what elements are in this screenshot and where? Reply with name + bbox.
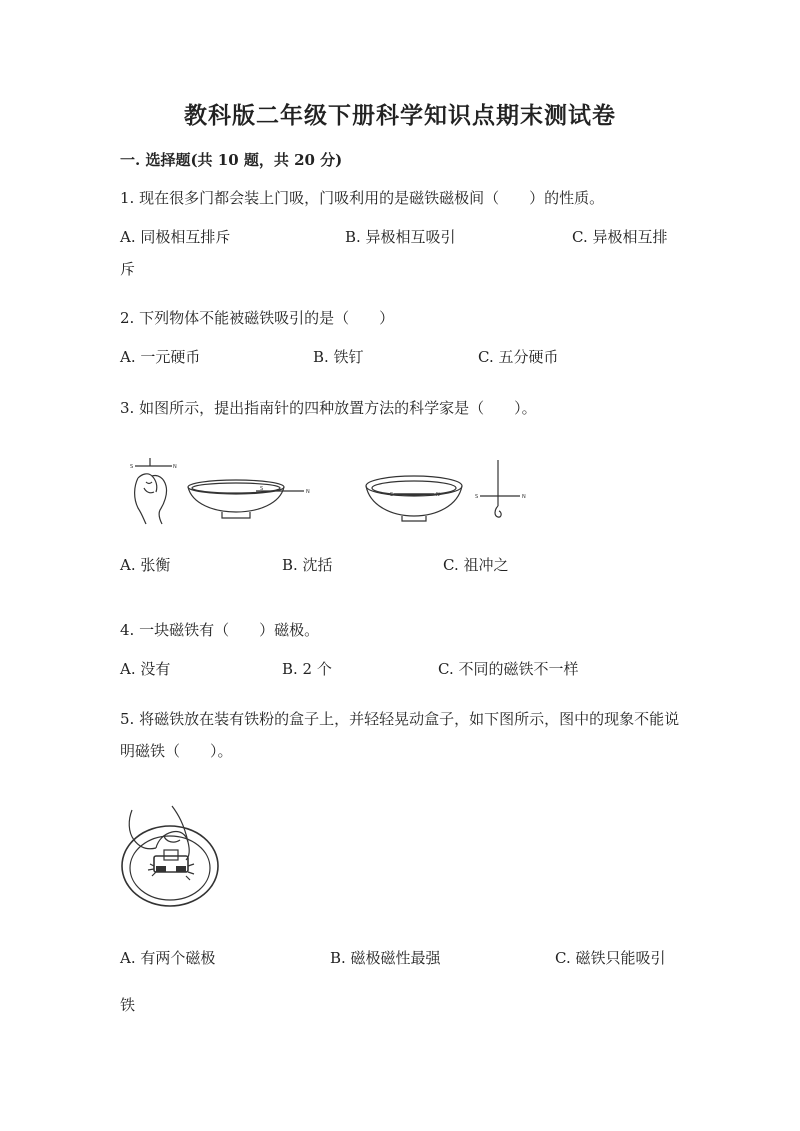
question-5-option-c[interactable]: C. 磁铁只能吸引 bbox=[555, 949, 666, 967]
question-3-option-b[interactable]: B. 沈括 bbox=[282, 556, 333, 574]
question-5-option-a[interactable]: A. 有两个磁极 bbox=[120, 949, 216, 967]
question-4-option-b[interactable]: B. 2 个 bbox=[282, 660, 332, 678]
question-2-option-c[interactable]: C. 五分硬币 bbox=[478, 348, 559, 366]
north-label: N bbox=[436, 492, 440, 498]
question-4-stem: 4. 一块磁铁有（ ）磁极。 bbox=[120, 621, 320, 639]
question-4-option-a[interactable]: A. 没有 bbox=[120, 660, 171, 678]
question-5-option-c-wrap: 铁 bbox=[120, 996, 136, 1014]
south-label: S bbox=[260, 486, 264, 492]
question-1-option-a[interactable]: A. 同极相互排斥 bbox=[120, 228, 231, 246]
south-label: S bbox=[475, 494, 479, 500]
bowl-float-figure bbox=[364, 474, 464, 526]
question-4-option-c[interactable]: C. 不同的磁铁不一样 bbox=[438, 660, 579, 678]
south-label: S bbox=[390, 492, 394, 498]
question-1-option-b[interactable]: B. 异极相互吸引 bbox=[345, 228, 456, 246]
section-heading: 一. 选择题(共 10 题，共 20 分) bbox=[120, 151, 343, 169]
question-5-option-b[interactable]: B. 磁极磁性最强 bbox=[330, 949, 441, 967]
page-title: 教科版二年级下册科学知识点期末测试卷 bbox=[184, 102, 616, 129]
north-label: N bbox=[173, 464, 177, 470]
question-2-option-b[interactable]: B. 铁钉 bbox=[313, 348, 364, 366]
question-1-option-c-wrap: 斥 bbox=[120, 260, 136, 278]
question-3-option-a[interactable]: A. 张衡 bbox=[120, 556, 171, 574]
question-5-stem: 5. 将磁铁放在装有铁粉的盒子上，并轻轻晃动盒子，如下图所示，图中的现象不能说明磁铁（ ）。 bbox=[120, 710, 680, 760]
question-1-stem: 1. 现在很多门都会装上门吸，门吸利用的是磁铁磁极间（ ）的性质。 bbox=[120, 189, 605, 207]
question-3-stem: 3. 如图所示，提出指南针的四种放置方法的科学家是（ ）。 bbox=[120, 399, 537, 417]
north-label: N bbox=[306, 489, 310, 495]
suspended-needle-figure bbox=[474, 460, 530, 520]
question-1-option-c[interactable]: C. 异极相互排 bbox=[572, 228, 668, 246]
north-label: N bbox=[522, 494, 526, 500]
question-2-stem: 2. 下列物体不能被磁铁吸引的是（ ） bbox=[120, 309, 395, 327]
hand-needle-figure bbox=[128, 458, 178, 524]
question-2-option-a[interactable]: A. 一元硬币 bbox=[120, 348, 201, 366]
magnet-box-figure bbox=[118, 806, 222, 910]
south-label: S bbox=[130, 464, 134, 470]
question-3-option-c[interactable]: C. 祖冲之 bbox=[443, 556, 509, 574]
bowl-rim-figure bbox=[186, 478, 316, 524]
